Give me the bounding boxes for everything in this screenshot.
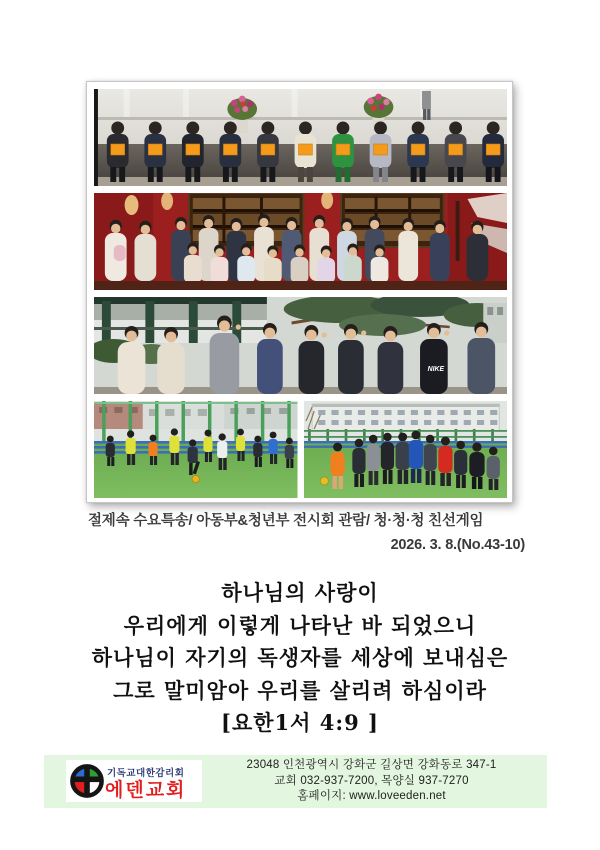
church-address bbox=[202, 758, 541, 805]
verse-line-2: 우리에게 이렇게 나타난 바 되었으니 bbox=[123, 612, 477, 638]
photo-friendly-games bbox=[94, 401, 507, 498]
photo-team-huddle bbox=[304, 401, 508, 498]
footer-panel bbox=[44, 755, 547, 808]
photo-frame bbox=[86, 81, 513, 503]
photo-youth-group bbox=[94, 297, 507, 394]
verse-reference: [요한1서 4:9 ] bbox=[221, 710, 379, 735]
youth-photo-illustration bbox=[94, 297, 507, 394]
address-line-1: 23048 인천광역시 강화군 길상면 강화동로 347-1 bbox=[246, 759, 497, 771]
verse-line-4: 그로 말미암아 우리를 살리려 하심이라 bbox=[113, 677, 487, 703]
church-emblem-icon bbox=[69, 763, 105, 799]
photo-special-song bbox=[94, 89, 507, 186]
address-line-2: 교회 032-937-7200, 목양실 937-7270 bbox=[274, 774, 469, 787]
nike-brand-text: NIKE bbox=[427, 365, 445, 374]
special-song-photo-illustration bbox=[94, 89, 507, 186]
photo-exhibition-visit bbox=[94, 193, 507, 290]
caption-date: 2026. 3. 8.(No.43-10) bbox=[390, 537, 525, 553]
denomination-name: 기독교대한감리회 bbox=[107, 768, 185, 779]
photo-soccer-game bbox=[94, 401, 298, 498]
soccer-photo-illustration bbox=[94, 401, 298, 498]
verse-line-3: 하나님이 자기의 독생자를 세상에 보내심은 bbox=[91, 645, 509, 670]
verse-line-1: 하나님의 사랑이 bbox=[221, 580, 379, 605]
huddle-photo-illustration bbox=[304, 401, 508, 498]
address-line-3: 홈페이지: www.loveeden.net bbox=[297, 790, 446, 802]
church-name: 에덴교회 bbox=[105, 780, 187, 801]
caption-events: 절제속 수요특송/ 아동부&청년부 전시회 관람/ 청·청·청 친선게임 bbox=[88, 513, 484, 529]
church-logo bbox=[66, 760, 202, 802]
photo-caption bbox=[88, 511, 525, 556]
exhibition-photo-illustration bbox=[94, 193, 507, 290]
scripture-verse bbox=[0, 577, 600, 740]
